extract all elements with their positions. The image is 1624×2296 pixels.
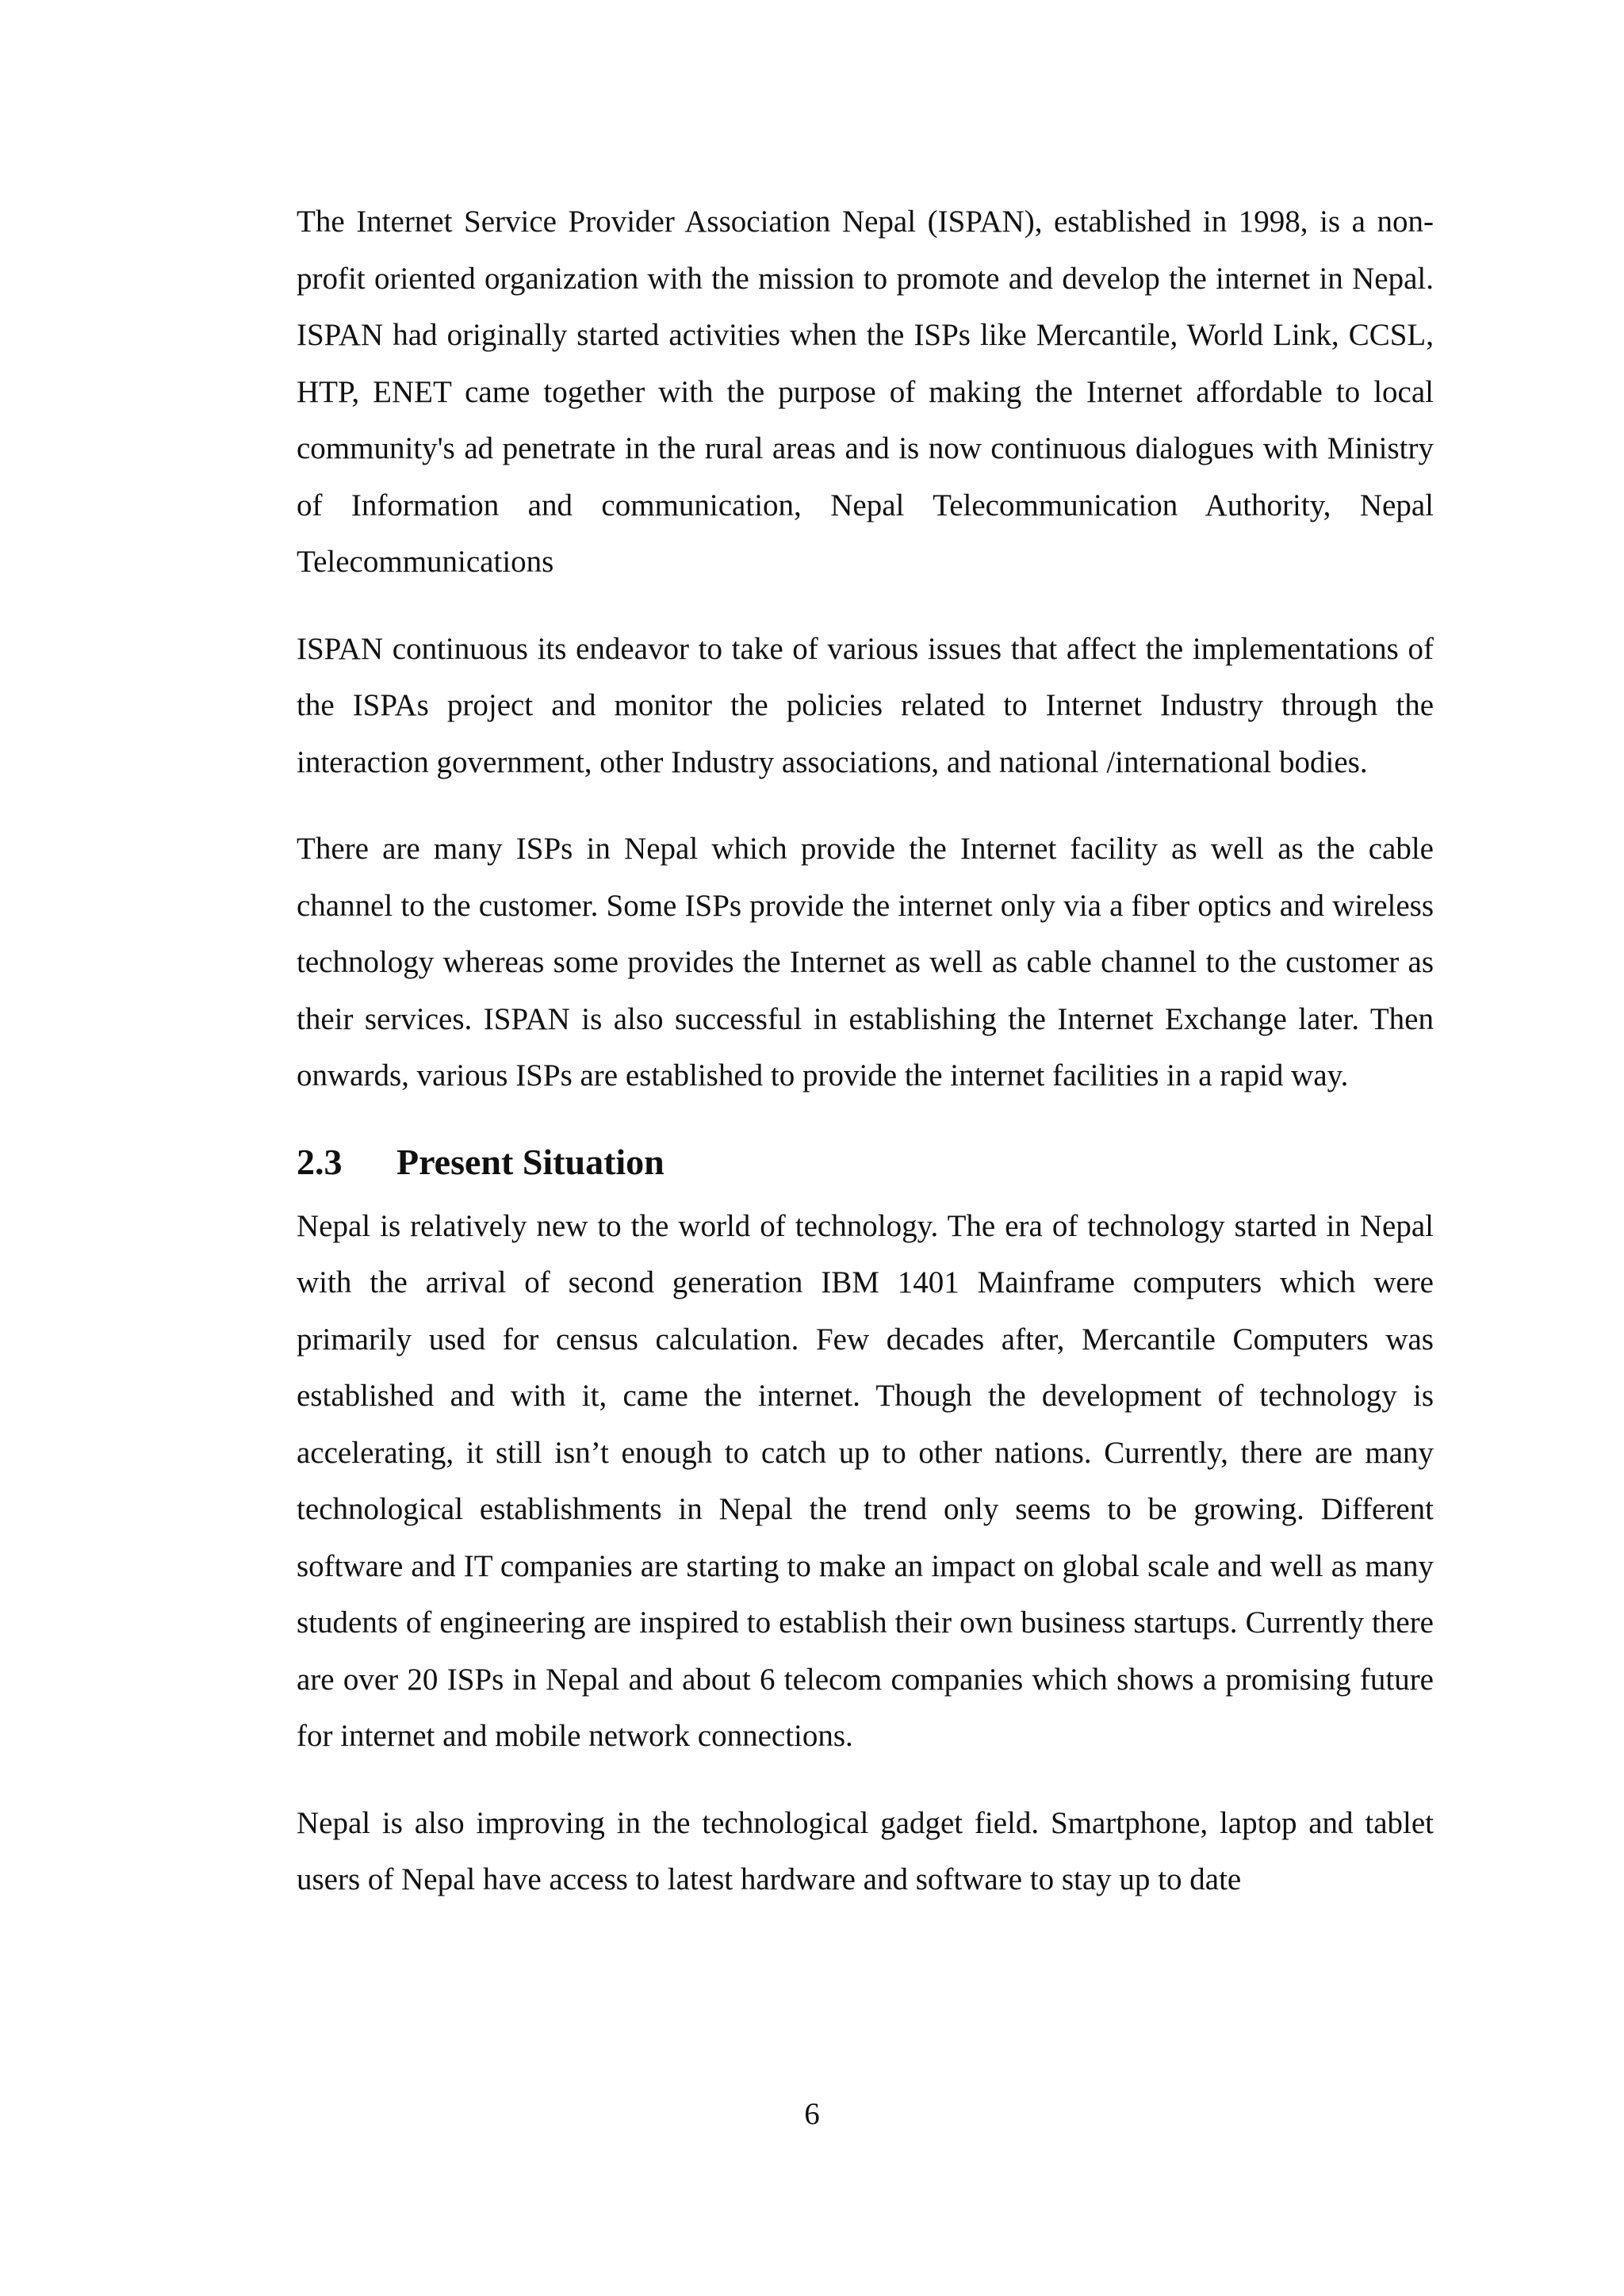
paragraph-ispan-endeavor: ISPAN continuous its endeavor to take of various issues that affect the implementations of the ISPAs project and monitor the policies related to Internet Industry through the interaction government, other Industry associations, and national /international bodies. bbox=[297, 631, 1434, 779]
paragraph-ispan-intro: The Internet Service Provider Association Nepal (ISPAN), established in 1998, is a non-profit oriented organization with the mission to promote and develop the internet in Nepal. ISPAN had originally started activities when the ISPs like Mercantile, World Link, CCSL, HTP, ENET came together with the purpose of making the Internet affordable to local community's ad penetrate in the rural areas and is now continuous dialogues with Ministry of Information and communication, Nepal Telecommunication Authority, Nepal Telecommunications bbox=[297, 205, 1434, 579]
section-title: Present Situation bbox=[396, 1141, 665, 1182]
page-body bbox=[297, 193, 1434, 1938]
paragraph-present-situation: Nepal is relatively new to the world of technology. The era of technology started in Nepal with the arrival of second generation IBM 1401 Mainframe computers which were primarily used for census calculation. Few decades after, Mercantile Computers was established and with it, came the internet. Though the development of technology is accelerating, it still isn’t enough to catch up to other nations. Currently, there are many technological establishments in Nepal the trend only seems to be growing. Different software and IT companies are starting to make an impact on global scale and well as many students of engineering are inspired to establish their own business startups. Currently there are over 20 ISPs in Nepal and about 6 telecom companies which shows a promising future for internet and mobile network connections. bbox=[297, 1208, 1434, 1753]
paragraph-gadget-field: Nepal is also improving in the technological gadget field. Smartphone, laptop and tablet users of Nepal have access to latest hardware and software to stay up to date bbox=[297, 1805, 1434, 1896]
page-number: 6 bbox=[804, 2097, 820, 2131]
paragraph-isps-in-nepal: There are many ISPs in Nepal which provide the Internet facility as well as the cable channel to the customer. Some ISPs provide the internet only via a fiber optics and wireless technology whereas some provides the Internet as well as cable channel to the customer as their services. ISPAN is also successful in establishing the Internet Exchange later. Then onwards, various ISPs are established to provide the internet facilities in a rapid way. bbox=[297, 832, 1434, 1093]
section-heading bbox=[297, 1135, 1434, 1190]
section-number: 2.3 bbox=[297, 1141, 343, 1182]
